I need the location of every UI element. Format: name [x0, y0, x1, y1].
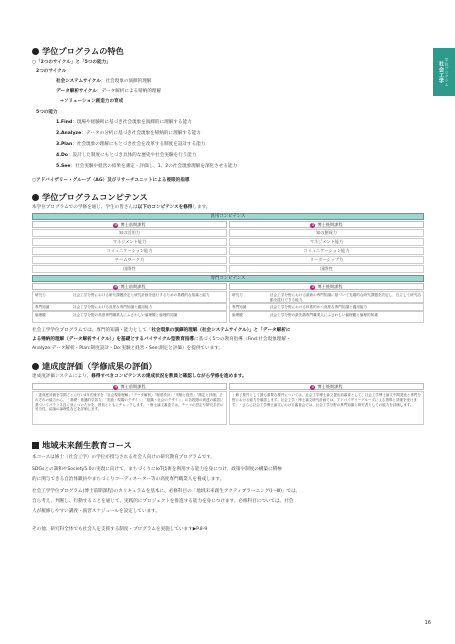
side-tab[interactable] [433, 48, 455, 96]
general-d-row: リーダーシップ力 [229, 256, 424, 264]
advisory-line: ○アドバイザリー・グループ（AG）及びリサーチユニットによる複眼的指導 [32, 178, 190, 183]
competence-note-line1: 社会工学学位プログラムでは、専門的知識・能力として「社会現象の演繹的理解（社会システムサイクル）」と「データ解析に [32, 328, 291, 333]
general-d-row: コミュニケーション能力 [229, 247, 424, 255]
eval-master-text: ・達成度評価を学期ごとに行い4年次後半を「社会現象理解」「データ解析」「制度設計」「実験と経営」「測定と評価」それぞれの能力から、「基礎・基盤的学習力」「実践・現場のデザイン」「組織・社会のデザイン」の各段階の到達の確認に基づいてバランス良く身についたかを、教員とともにチェックします。・修士論文審査では、テーマの設定や研究手法の妥当性、結論の論理性などを評価します。 [32, 391, 227, 425]
doctor-badge: D [311, 284, 315, 289]
doctor-badge: D [311, 384, 315, 389]
evaluation-intro: 達成度評価システムにより、修得すべきコンピテンスの達成状況を教員と確認しながら学修を進めます。 [32, 374, 247, 379]
doctor-course-header: D 博士後期課程 [229, 283, 424, 290]
master-course-header: M 博士前期課程 [32, 221, 227, 228]
ability-find: 1.Find：現場や経験則に基づき社会現象を演繹的に理解する能力 [56, 120, 192, 125]
specific-competence-bar: 専門コンピテンス [32, 275, 424, 282]
master-badge: M [114, 384, 118, 389]
data-cycle-line: データ解析サイクル：データ解析による帰納的理解 [56, 89, 162, 94]
support-link-line[interactable]: その他、研究科全体でも社会人を支援する制度・プログラムを実施しています▶P.8-9 [32, 527, 208, 532]
cycle-title: ○「2つのサイクル」と「5つの能力」 [32, 60, 111, 65]
eval-doctor-header: D 博士後期課程 [229, 383, 424, 390]
course-para: 自ら考え、判断し、行動することを通じて、実践的にプロジェクトを推進する能力を身につけます。必修科目については、社会 [32, 499, 294, 504]
course-para: 社会工学学位プログラム(博士前期課程)のカリキュラムを基本に、必修科目の「地域未来創生アクティブラーニング(Ⅰ〜Ⅲ)」では、 [32, 489, 301, 494]
course-para: 的に関与できる自治体職員やまちづくりコーディネーター等の高度専門職業人を養成します。 [32, 477, 225, 482]
course-para: 本コースは修士（社会工学）の学位が授与される社会人向けの研究教育プログラムです。 [32, 455, 216, 460]
specific-d-ethics: 倫理観 社会工学分野の最先端専門職業人にふさわしい倫理観と倫理的知識 [229, 311, 424, 323]
general-d-row: マネジメント能力 [229, 238, 424, 246]
competence-intro: 本学位プログラムでの学修を通じ、学生の皆さんは以下のコンピテンスを修得します。 [32, 205, 211, 210]
bullet-circle-icon [32, 194, 39, 201]
section-heading-features: 学位プログラムの特色 [32, 46, 124, 57]
two-cycles-label: 2つのサイクル [36, 69, 67, 74]
specific-m-research: 研究力 社会工学分野における研究課題設定と研究計画を遂行するための基礎的な知識と能力 [32, 291, 227, 303]
ability-analyze: 2.Analyze：データの分析に基づき社会現象を帰納的に理解する能力 [56, 131, 201, 136]
competence-note-line2: よる帰納的理解（データ解析サイクル）」を基礎とするバイサイクル型教育指導に基づく5つの教育指導（Find:社会現象理解・ [32, 337, 291, 342]
specific-d-research: 研究力 社会工学分野における最新の専門知識に基づいて先端的な研究課題を設定し、自立して研究活動を遂行できる能力 [229, 291, 424, 303]
section-heading-competence: 学位プログラムコンピテンス [32, 192, 148, 203]
general-d-row: 知の創成力 [229, 229, 424, 237]
general-m-row: チームワーク力 [32, 256, 227, 264]
specific-d-knowledge: 専門知識 社会工学分野における体系的かつ高度な専門知識と適用能力 [229, 303, 424, 311]
specific-m-ethics: 倫理観 社会工学分野の高度専門職業人にふさわしい倫理観と倫理的知識 [32, 311, 227, 323]
master-course-header: M 博士前期課程 [32, 283, 227, 290]
doctor-course-header: D 博士後期課程 [229, 221, 424, 228]
master-badge: M [114, 284, 118, 289]
general-m-row: コミュニケーション能力 [32, 247, 227, 255]
eval-doctor-text: ・修了要件として最も重要な要件については、社会工学博士論文提出前審査として、社会工学博士論文中間発表と専門分野における能力を確認します。社会工学・博士論文研究計画では、アドバイザリーグループによる指導と評価を受けます。・さらに社会工学博士論文における審査会では、社会工学分野の専門知識と研究者としての能力を評価します。 [229, 391, 424, 425]
page-number: 16 [424, 620, 431, 626]
section-heading-regional-course: 地域未来創生教育コース [32, 440, 132, 451]
solution-line: →ソリューション創造力の育成 [60, 99, 124, 104]
ability-see: 5.See：社会実験や経営の結果を測定・評価し、1、2の社会現象理解を深化させる能力 [56, 164, 238, 169]
master-badge: M [114, 222, 118, 227]
general-m-row: マネジメント能力 [32, 238, 227, 246]
general-m-row: 国際性 [32, 265, 227, 273]
doctor-badge: D [311, 222, 315, 227]
side-tab-subtitle: 学位プログラム [445, 57, 449, 87]
bullet-circle-icon [32, 48, 39, 55]
bullet-square-icon [32, 442, 39, 449]
side-tab-title: 社会工学 [438, 60, 444, 84]
bullet-circle-icon [32, 363, 39, 370]
social-cycle-line: 社会システムサイクル：社会現象の演繹的理解 [56, 79, 152, 84]
section-heading-evaluation: 達成度評価（学修成果の評価） [32, 361, 157, 372]
course-para: 人が履修しやすい講義・演習スケジュールを設定しています。 [32, 509, 160, 514]
five-abilities-label: 5つの能力 [36, 110, 58, 115]
eval-master-header: M 博士前期課程 [32, 383, 227, 390]
ability-plan: 3.Plan：社会現象の理解にもとづき社会を改革する制度を設計する能力 [56, 142, 206, 147]
competence-note-line3: Analyze:データ解析・Plan:制度設計・Do:実験と経営・See:測定と評価）を提供ています。 [32, 346, 224, 351]
general-m-row: 知の活用力 [32, 229, 227, 237]
specific-m-knowledge: 専門知識 社会工学分野における高度な専門知識と適用能力 [32, 303, 227, 311]
general-d-row: 国際性 [229, 265, 424, 273]
general-competence-bar: 汎用コンピテンス [32, 213, 424, 220]
ability-do: 4.Do：設計した制度にもとづき具体的な歴史や社会実験を行う能力 [56, 153, 197, 158]
course-para: SDGsとの調和やSociety5.0の実現に向けて、まちづくりにIoT技術を利用する能力を身につけ、政策や制度の構築に積極 [32, 467, 282, 472]
